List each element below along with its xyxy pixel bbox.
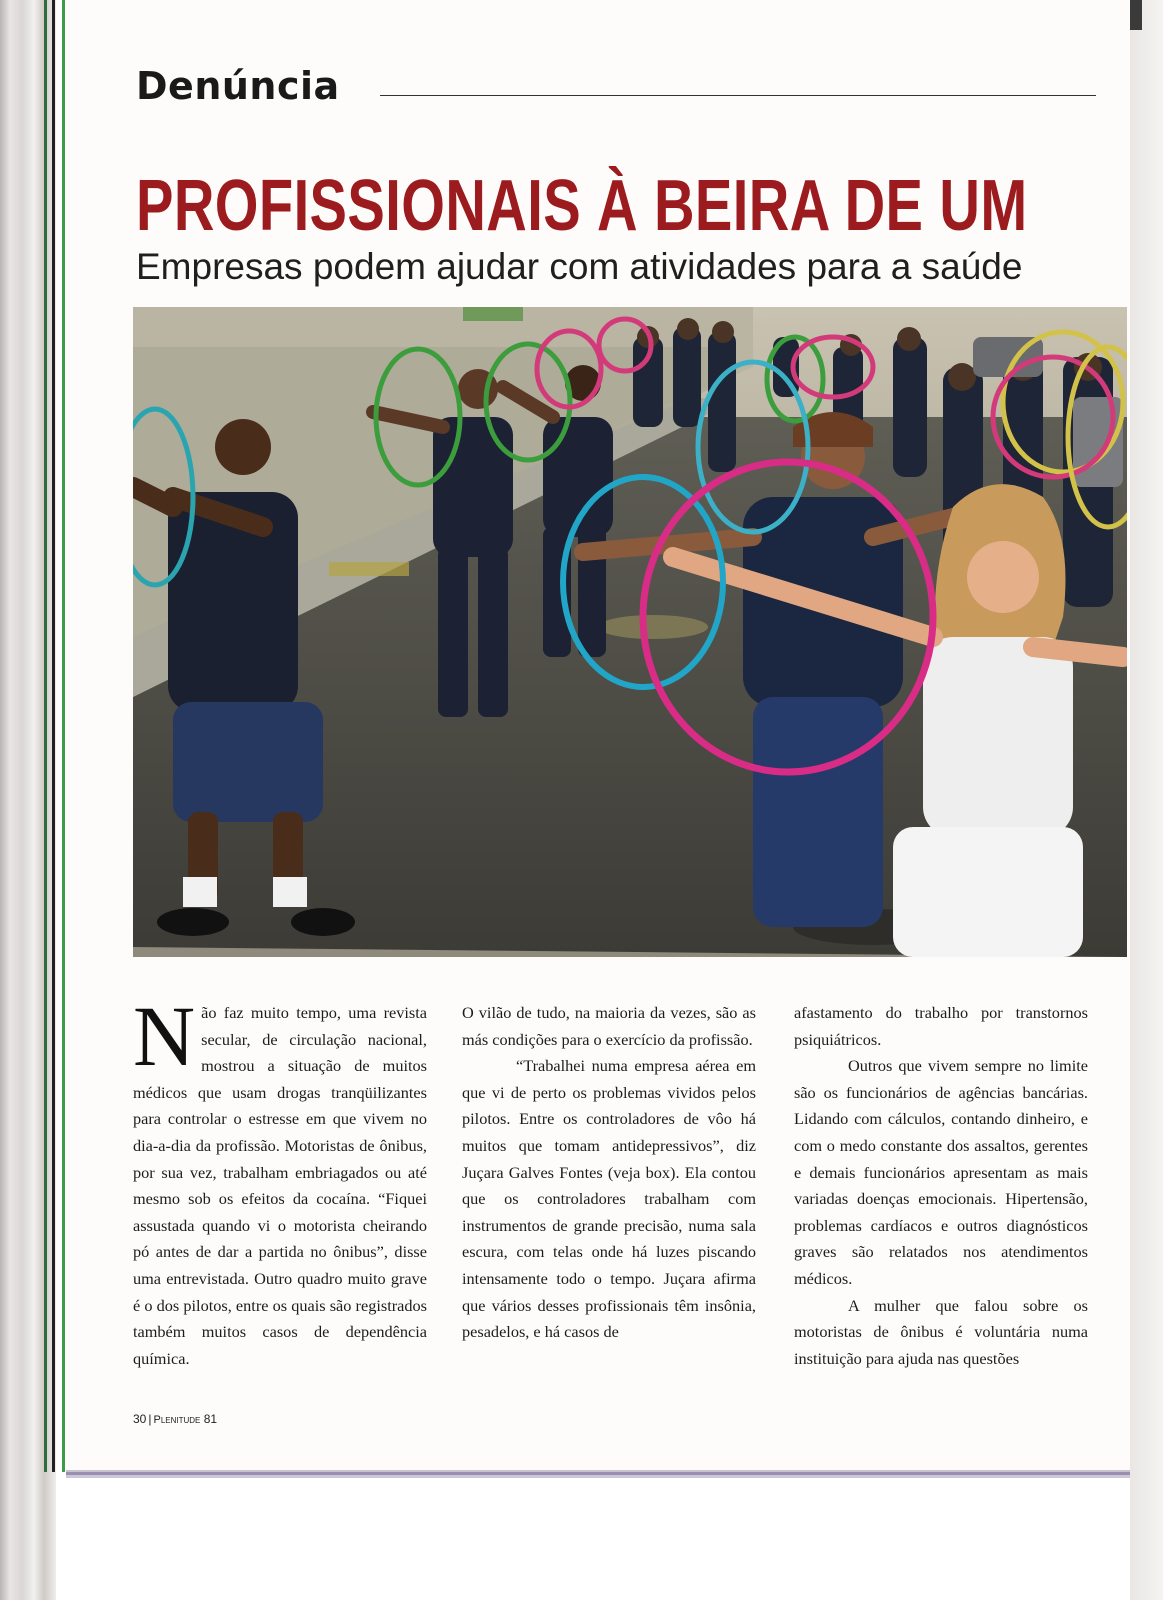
- article-column-2: [462, 1000, 756, 1346]
- section-rule: [380, 95, 1096, 96]
- headline: PROFISSIONAIS À BEIRA DE UM: [136, 166, 1028, 246]
- group-exercise-photo: [133, 307, 1127, 957]
- article-paragraph: A mulher que falou sobre os motoristas de ônibus é voluntária numa instituição para ajuda nas questões: [794, 1295, 1088, 1368]
- article-paragraph: Outros que vivem sempre no limite são os funcionários de agências bancárias. Lidando com cálculos, contando dinheiro, e com o medo constante dos assaltos, gerentes e demais funcionários apresentam as mais variadas doenças emocionais. Hipertensão, problemas cardíacos e outros diagnósticos graves são relatados nos atendimentos médicos.: [794, 1056, 1088, 1288]
- page-footer: 30 | Plenitude 81: [133, 1412, 218, 1426]
- page-right-edge: [1130, 0, 1163, 1600]
- page-number: 30: [133, 1412, 147, 1426]
- article-paragraph: O vilão de tudo, na maioria da vezes, são as más condições para o exercício da profissão.: [462, 1003, 756, 1049]
- article-column-3: [794, 1000, 1088, 1372]
- article-paragraph: [133, 988, 427, 1372]
- paragraph-text: ão faz muito tempo, uma revista secular, de circulação nacional, mostrou a situação de muitos médicos que usam drogas tranqüilizantes para controlar o estresse em que vivem no dia-a-dia da profissão. Motoristas de ônibus, por sua vez, trabalham embriagados ou até mesmo sob os efeitos da cocaína. “Fiquei assustada quando vi o motorista cheirando pó antes de dar a partida no ônibus”, disse uma entrevistada. Outro quadro muito grave é o dos pilotos, entre os quais são registrados também muitos casos de dependência química.: [133, 1003, 427, 1368]
- page-stack-line: [62, 0, 65, 1472]
- page-stack-line: [44, 0, 47, 1472]
- article-paragraph: “Trabalhei numa empresa aérea em que vi de perto os problemas vividos pelos pilotos. Entre os controladores de vôo há muitos que tomam antidepressivos”, diz Juçara Galves Fontes (veja box). Ela contou que os controladores trabalham com instrumentos de grande precisão, numa sala escura, com telas onde há luzes piscando intensamente todo o tempo. Juçara afirma que vários desses profissionais têm insônia, pesadelos, e há casos de: [462, 1056, 756, 1342]
- article-column-1: [133, 988, 427, 1372]
- article-paragraph: afastamento do trabalho por transtornos psiquiátricos.: [794, 1003, 1088, 1049]
- magazine-name: Plenitude: [153, 1414, 201, 1426]
- scan-corner: [1128, 0, 1142, 30]
- drop-cap: N: [133, 988, 196, 1084]
- issue-number: 81: [203, 1412, 218, 1426]
- page-stack-edge: [0, 0, 56, 1600]
- page-stack-line: [52, 0, 55, 1472]
- section-label: Denúncia: [136, 64, 340, 108]
- subheadline: Empresas podem ajudar com atividades para a saúde: [136, 246, 1023, 287]
